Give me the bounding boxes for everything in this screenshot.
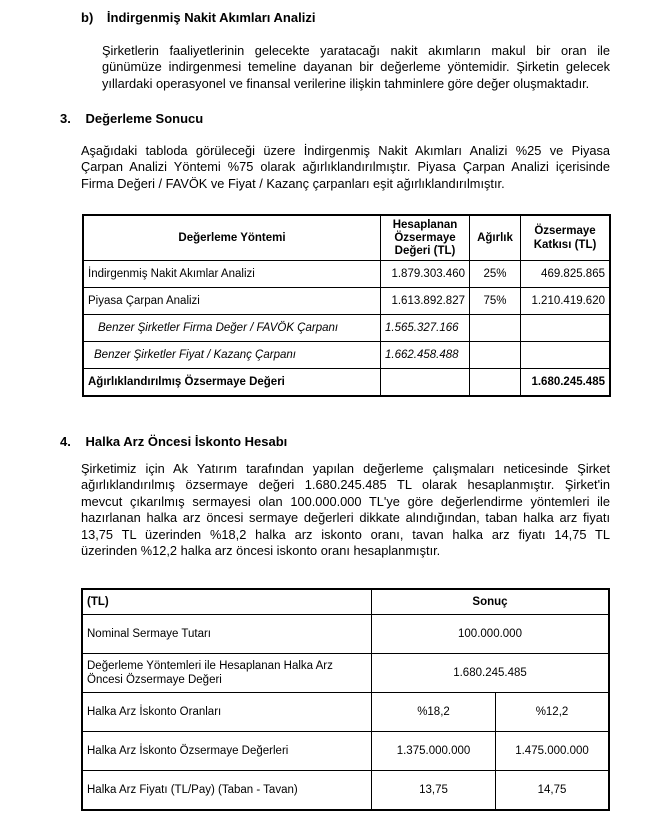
section-3-paragraph [81,143,610,192]
row-contribution: 1.210.419.620 [521,288,611,315]
nominal-value: 100.000.000 [372,615,610,654]
paragraph-line: günümüze indirgenmesi temeline dayanan bir değerleme yöntemidir. Şirketin gelecek [102,59,610,75]
section-b-paragraph [102,43,610,92]
table-row [82,654,609,693]
header-contribution: Özsermaye Katkısı (TL) [521,215,611,261]
row-contribution [521,342,611,369]
section-4-number: 4. [60,434,71,449]
table-row [82,732,609,771]
discount-rate-low: %18,2 [372,693,496,732]
section-3-heading [60,111,203,126]
paragraph-line: Şirketimiz için Ak Yatırım tarafından yapılan değerleme çalışmaları neticesinde Şirket [81,461,610,476]
row-method: İndirgenmiş Nakit Akımlar Analizi [83,261,381,288]
paragraph-line: üzerinden %12,2 halka arz öncesi iskonto oranı hesaplanmıştır. [81,543,441,559]
table-row [83,261,610,288]
discount-rates-label: Halka Arz İskonto Oranları [82,693,372,732]
row-weight: 25% [470,261,521,288]
equity-label [82,654,372,693]
row-calculated: 1.662.458.488 [381,342,470,369]
total-method: Ağırlıklandırılmış Özsermaye Değeri [83,369,381,397]
paragraph-line: Aşağıdaki tabloda görüleceği üzere İndirgenmiş Nakit Akımları Analizi %25 ve Piyasa [81,143,610,158]
paragraph-line: yıllardaki operasyonel ve finansal verilerine ilişkin tahminlere göre değer oluşmaktadır. [102,75,590,91]
paragraph-line: Çarpan Analizi Yöntemi %75 olarak ağırlıklandırılmıştır. Piyasa Çarpan Analizi içerisinde [81,159,610,175]
section-b-title: İndirgenmiş Nakit Akımları Analizi [106,10,316,25]
discounted-equity-low: 1.375.000.000 [372,732,496,771]
equity-label-line: Öncesi Özsermaye Değeri [87,674,222,686]
paragraph-line: mevcut çıkarılmış sermayesi olan 100.000.000 TL'ye göre değerlendirme yöntemleri ile [81,493,610,509]
table-row [83,288,610,315]
section-3-title: Değerleme Sonucu [85,111,204,126]
header-tl: (TL) [82,589,372,615]
row-method: Benzer Şirketler Fiyat / Kazanç Çarpanı [83,342,381,369]
table-row [83,342,610,369]
section-4-title: Halka Arz Öncesi İskonto Hesabı [85,434,288,449]
row-weight [470,342,521,369]
discounted-equity-high: 1.475.000.000 [496,732,610,771]
row-contribution: 469.825.865 [521,261,611,288]
table-total-row [83,369,610,397]
paragraph-line: Şirketlerin faaliyetlerinin gelecekte yaratacağı nakit akımların makul bir oran ile [102,43,610,58]
row-method: Benzer Şirketler Firma Değer / FAVÖK Çarpanı [83,315,381,342]
row-contribution [521,315,611,342]
table-header-row [83,215,610,261]
table-row [82,615,609,654]
price-label: Halka Arz Fiyatı (TL/Pay) (Taban - Tavan) [82,771,372,811]
row-calculated: 1.879.303.460 [381,261,470,288]
valuation-table [82,214,611,397]
nominal-label: Nominal Sermaye Tutarı [82,615,372,654]
price-high: 14,75 [496,771,610,811]
discounted-equity-label: Halka Arz İskonto Özsermaye Değerleri [82,732,372,771]
row-method: Piyasa Çarpan Analizi [83,288,381,315]
header-result: Sonuç [372,589,610,615]
ipo-discount-table [81,588,610,811]
price-low: 13,75 [372,771,496,811]
section-b-heading [81,10,315,25]
paragraph-line: hazırlanan halka arz öncesi sermaye değerleri dikkate alındığından, taban halka arz fiyatı [81,510,610,526]
paragraph-line: ağırlıklandırılmış özsermaye değeri 1.680.245.485 TL olarak hesaplanmıştır. Şirket'in [81,477,610,493]
total-contribution: 1.680.245.485 [521,369,611,397]
section-b-label: b) [81,10,94,25]
paragraph-line: Firma Değeri / FAVÖK ve Fiyat / Kazanç çarpanları eşit ağırlıklandırılmıştır. [81,175,505,191]
discount-rate-high: %12,2 [496,693,610,732]
total-calculated-empty [381,369,470,397]
header-method: Değerleme Yöntemi [83,215,381,261]
row-calculated: 1.613.892.827 [381,288,470,315]
table-row [82,693,609,732]
equity-value: 1.680.245.485 [372,654,610,693]
row-weight: 75% [470,288,521,315]
total-weight-empty [470,369,521,397]
row-weight [470,315,521,342]
equity-label-line: Değerleme Yöntemleri ile Hesaplanan Halka Arz [87,660,333,672]
section-4-paragraph [81,461,610,559]
header-calculated: Hesaplanan Özsermaye Değeri (TL) [381,215,470,261]
row-calculated: 1.565.327.166 [381,315,470,342]
table-row [82,771,609,811]
section-3-number: 3. [60,111,71,126]
header-weight: Ağırlık [470,215,521,261]
table-row [83,315,610,342]
section-4-heading [60,434,287,449]
paragraph-line: 13,75 TL üzerinden %18,2 halka arz iskonto oranı, tavan halka arz fiyatı 14,75 TL [81,526,610,542]
table-header-row [82,589,609,615]
